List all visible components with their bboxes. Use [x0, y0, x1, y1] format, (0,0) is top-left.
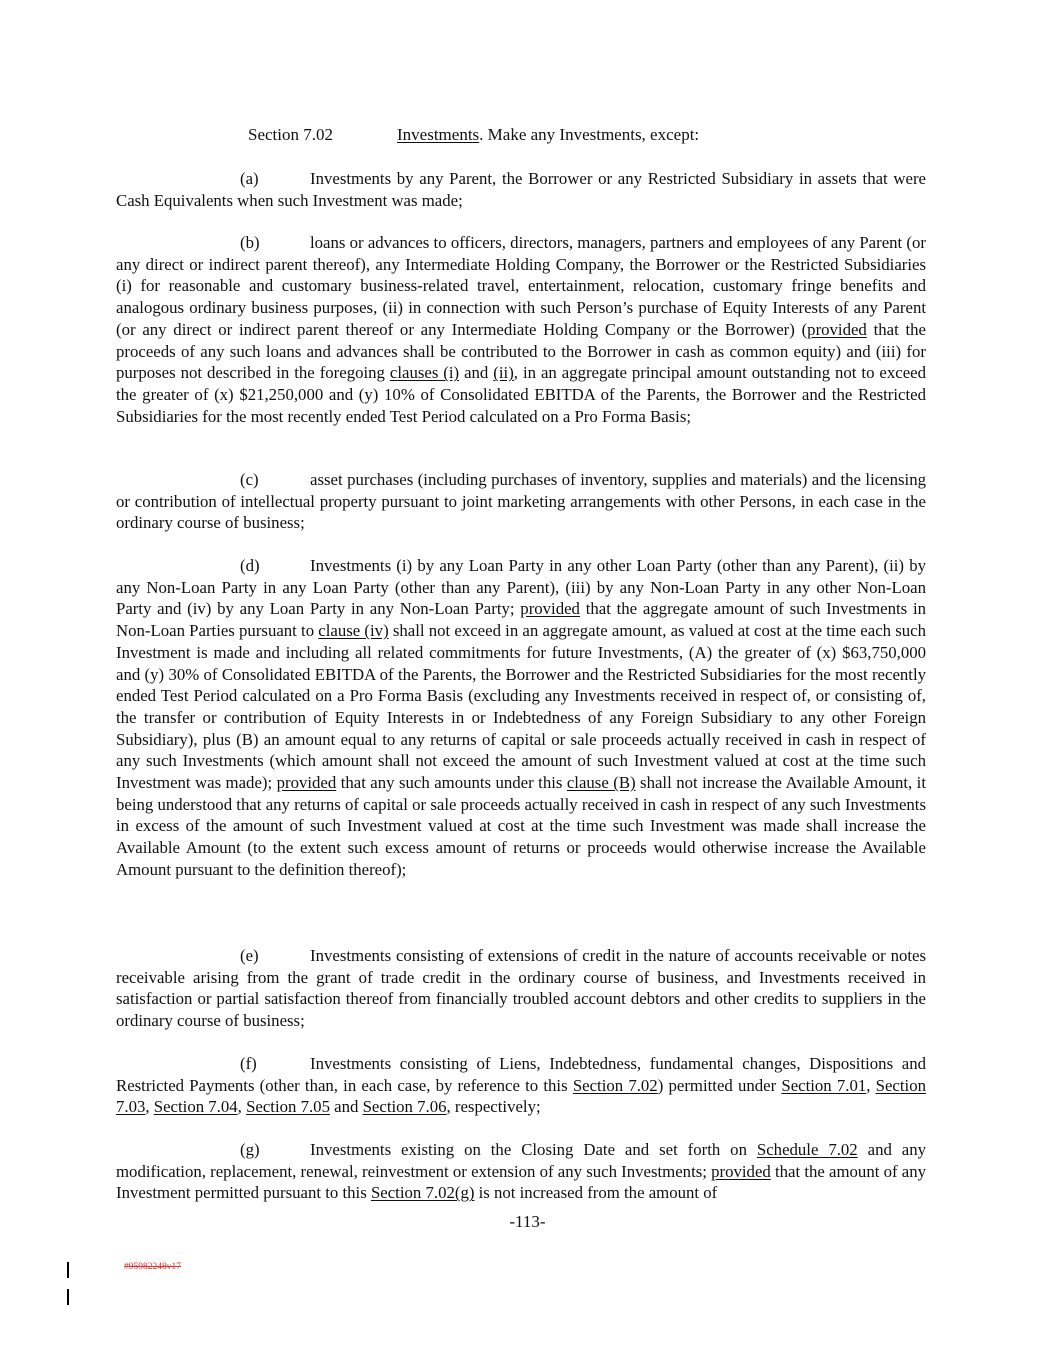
section-heading — [248, 124, 699, 146]
section-number: Section 7.02 — [248, 125, 333, 144]
section-reference: Section 7.04 — [153, 1097, 238, 1117]
clause-text: that the proceeds of any such loans and advances shall be contributed to the Borrower in cash as common equity) and (iii) for purposes not described in the foregoing — [116, 319, 926, 383]
separator: , — [237, 1097, 247, 1117]
section-reference: Section 7.02(g) — [370, 1183, 475, 1203]
clause-label: (g) — [240, 1140, 260, 1159]
clause-label: (f) — [240, 1054, 257, 1073]
page-number: -113- — [509, 1212, 546, 1231]
clause-text: , respectively; — [446, 1097, 541, 1117]
separator: , — [866, 1075, 876, 1095]
clause-text: that the aggregate amount of such Investments in Non-Loan Parties pursuant to — [116, 599, 926, 641]
clause-g — [116, 1139, 926, 1204]
section-reference: Section 7.01 — [781, 1075, 867, 1095]
section-intro: . Make any Investments, except: — [479, 125, 700, 144]
section-title: Investments — [397, 125, 480, 144]
clause-text: asset purchases (including purchases of inventory, supplies and materials) and the licensing or contribution of intellectual property pursuant to joint marketing arrangements with other Persons, in each case in the ordinary course of business; — [116, 470, 926, 533]
clause-d — [116, 555, 926, 881]
clause-text: is not increased from the amount of — [474, 1183, 718, 1203]
clause-a — [116, 168, 926, 211]
clause-label: (c) — [240, 470, 259, 489]
clause-c — [116, 469, 926, 534]
section-reference: Section 7.02 — [572, 1075, 658, 1095]
defined-term: provided — [276, 773, 337, 793]
clause-text: shall not increase the Available Amount, it being understood that any returns of capital or sale proceeds actually received in cash in respect of any such Investments in excess of the amount of such Investment valued at cost at the time such Investment was made shall increase the Available Amount (to the extent such excess amount of returns or proceeds would otherwise increase the Available Amount pursuant to the definition thereof); — [116, 773, 926, 879]
section-reference: Section 7.06 — [362, 1097, 447, 1117]
clause-reference: clauses (i) — [389, 363, 460, 383]
clause-text: that the amount of any Investment permitted pursuant to this — [116, 1161, 926, 1203]
clause-text: shall not exceed in an aggregate amount, as valued at cost at the time each such Investment is made and including all related commitments for future Investments, (A) the greater of (x) $63,750,000 and (y) 30% of Consolidated EBITDA of the Parents, the Borrower and the Restricted Subsidiaries for the most recently ended Test Period calculated on a Pro Forma Basis (excluding any Investments received in respect of, or consisting of, the transfer or contribution of Equity Interests in or Indebtedness of any Foreign Subsidiary to any other Foreign Subsidiary), plus (B) an amount equal to any returns of capital or sale proceeds actually received in cash in respect of any such Investments (which amount shall not exceed the amount of such Investment valued at cost at the time such Investment was made); — [116, 621, 926, 793]
change-bar — [67, 1289, 69, 1305]
clause-text: Investments by any Parent, the Borrower or any Restricted Subsidiary in assets that were Cash Equivalents when such Investment was made; — [116, 169, 926, 210]
section-reference: Section 7.03 — [116, 1075, 926, 1117]
clause-text: and — [329, 1097, 363, 1117]
defined-term: provided — [807, 319, 867, 339]
change-bar — [67, 1262, 69, 1278]
separator: , — [145, 1097, 154, 1117]
clause-reference: clause (B) — [566, 773, 636, 793]
clause-text: loans or advances to officers, directors, managers, partners and employees of any Parent (or any direct or indirect parent thereof), any Intermediate Holding Company, the Borrower or the Restricted Subsidiaries (i) for reasonable and customary business-related travel, entertainment, relocation, customary fringe benefits and analogous ordinary business purposes, (ii) in connection with such Person’s purchase of Equity Interests of any Parent (or any direct or indirect parent thereof or any Intermediate Holding Company or the Borrower) ( — [116, 233, 926, 339]
section-reference: Section 7.05 — [246, 1097, 330, 1117]
schedule-reference: Schedule 7.02 — [756, 1140, 858, 1159]
clause-text: and — [459, 363, 494, 383]
clause-f — [116, 1053, 926, 1118]
clause-label: (e) — [240, 946, 259, 965]
clause-text: ) permitted under — [657, 1075, 782, 1095]
document-id: #95982248v17 — [124, 1262, 181, 1272]
clause-text: Investments existing on the Closing Date and set forth on — [310, 1140, 757, 1159]
clause-label: (d) — [240, 556, 260, 575]
clause-text: that any such amounts under this — [336, 773, 567, 793]
clause-reference: clause (iv) — [318, 621, 389, 641]
clause-text: Investments consisting of extensions of credit in the nature of accounts receivable or notes receivable arising from the grant of trade credit in the ordinary course of business, and Investments received in satisfaction or partial satisfaction thereof from financially troubled account debtors and other credits to suppliers in the ordinary course of business; — [116, 946, 926, 1031]
defined-term: provided — [520, 599, 580, 619]
clause-label: (a) — [240, 169, 259, 188]
clause-label: (b) — [240, 233, 260, 252]
clause-e — [116, 945, 926, 1032]
clause-text: , in an aggregate principal amount outstanding not to exceed the greater of (x) $21,250,000 and (y) 10% of Consolidated EBITDA of the Parents, the Borrower and the Restricted Subsidiaries for the most recently ended Test Period calculated on a Pro Forma Basis; — [116, 363, 926, 426]
clause-text: Investments consisting of Liens, Indebtedness, fundamental changes, Dispositions and Restricted Payments (other than, in each case, by reference to this — [116, 1054, 926, 1095]
clause-b — [116, 232, 926, 427]
clause-text: and any modification, replacement, renewal, reinvestment or extension of any such Investments; — [116, 1140, 927, 1181]
clause-text: Investments (i) by any Loan Party in any other Loan Party (other than any Parent), (ii) by any Non-Loan Party in any Loan Party (other than any Parent), (iii) by any Non-Loan Party in any other Non-Loan Party and (iv) by any Loan Party in any Non-Loan Party; — [116, 556, 926, 619]
clause-reference: (ii) — [493, 363, 514, 383]
defined-term: provided — [711, 1161, 771, 1181]
